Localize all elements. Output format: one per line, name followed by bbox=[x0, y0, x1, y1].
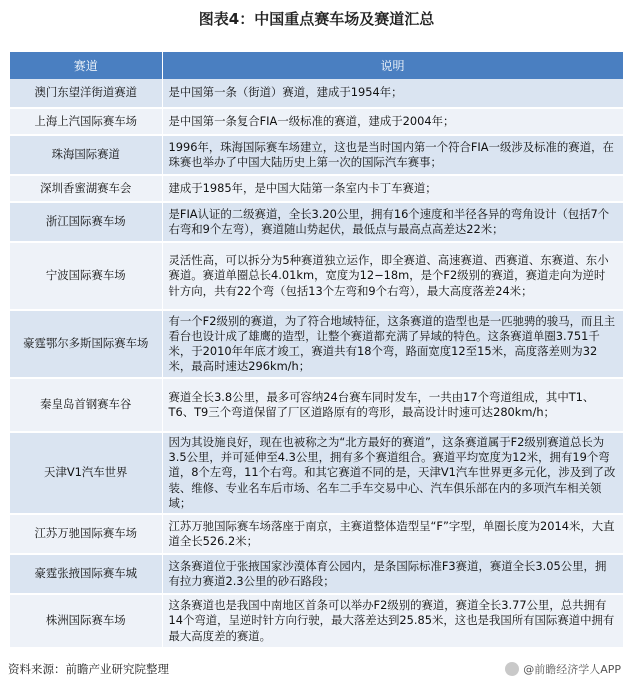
track-description: 建成于1985年，是中国大陆第一条室内卡丁车赛道； bbox=[162, 175, 623, 202]
track-description: 灵活性高，可以拆分为5种赛道独立运作，即全赛道、高速赛道、西赛道、东赛道、东小赛道。赛道单圈总长4.01km，宽度为12−18m，是个F2级别的赛道，赛道走向为逆时针方向，共有22个弯（包括13个左弯和9个右弯），最大高度落差24米； bbox=[162, 242, 623, 310]
table-row bbox=[10, 242, 623, 310]
track-name: 珠海国际赛道 bbox=[10, 135, 162, 175]
app-logo-icon bbox=[505, 662, 519, 676]
watermark-credit bbox=[505, 661, 621, 677]
column-header-description: 说明 bbox=[162, 52, 623, 79]
track-name: 江苏万驰国际赛车场 bbox=[10, 514, 162, 554]
table-row bbox=[10, 310, 623, 378]
track-description: 是中国第一条复合FIA一级标准的赛道，建成于2004年； bbox=[162, 108, 623, 135]
track-name: 宁波国际赛车场 bbox=[10, 242, 162, 310]
track-description: 是中国第一条（街道）赛道，建成于1954年； bbox=[162, 79, 623, 108]
track-description: 是FIA认证的二级赛道，全长3.20公里，拥有16个速度和半径各异的弯角设计（包括7个右弯和9个左弯），赛道随山势起伏，最低点与最高点高差达22米； bbox=[162, 202, 623, 242]
table-header-row bbox=[10, 52, 623, 79]
track-description: 有一个F2级别的赛道，为了符合地域特征，这条赛道的造型也是一匹驰骋的骏马，而且主看台也设计成了雄鹰的造型，让整个赛道都充满了异域的特色。这条赛道单圈3.751千米，于2010年年底才竣工，赛道共有18个弯，路面宽度12至15米，高度落差则为32米，最高时速达296km/h； bbox=[162, 310, 623, 378]
track-description: 1996年，珠海国际赛车场建立，这也是当时国内第一个符合FIA一级涉及标准的赛道，在珠赛也举办了中国大陆历史上第一次的国际汽车赛事； bbox=[162, 135, 623, 175]
track-name: 天津V1汽车世界 bbox=[10, 432, 162, 514]
track-description: 因为其设施良好，现在也被称之为“北方最好的赛道”，这条赛道属于F2级别赛道总长为3.5公里，并可延伸至4.3公里，拥有多个赛道组合。赛道平均宽度为12米，拥有19个弯道，8个左弯，11个右弯。和其它赛道不同的是，天津V1汽车世界更多元化，涉及到了改装、维修、专业名车后市场、名车二手车交易中心、汽车俱乐部在内的多项汽车相关领域； bbox=[162, 432, 623, 514]
source-note: 资料来源：前瞻产业研究院整理 bbox=[8, 662, 169, 676]
table-row bbox=[10, 108, 623, 135]
table-row bbox=[10, 514, 623, 554]
table-row bbox=[10, 175, 623, 202]
track-name: 株洲国际赛车场 bbox=[10, 594, 162, 648]
track-name: 豪霆鄂尔多斯国际赛车场 bbox=[10, 310, 162, 378]
track-description: 这条赛道位于张掖国家沙漠体育公园内，是条国际标准F3赛道，赛道全长3.05公里，拥有拉力赛道2.3公里的砂石路段； bbox=[162, 554, 623, 594]
track-name: 浙江国际赛车场 bbox=[10, 202, 162, 242]
table-row bbox=[10, 135, 623, 175]
track-description: 赛道全长3.8公里，最多可容纳24台赛车同时发车，一共由17个弯道组成，其中T1、T6、T9三个弯道保留了厂区道路原有的弯形，最高设计时速可达280km/h； bbox=[162, 378, 623, 432]
table-row bbox=[10, 79, 623, 108]
watermark-text: @前瞻经济学人APP bbox=[523, 663, 621, 676]
track-name: 澳门东望洋街道赛道 bbox=[10, 79, 162, 108]
track-description: 江苏万驰国际赛车场落座于南京，主赛道整体造型呈“F”字型，单圈长度为2014米，大直道全长526.2米； bbox=[162, 514, 623, 554]
track-name: 豪霆张掖国际赛车城 bbox=[10, 554, 162, 594]
figure-title: 图表4：中国重点赛车场及赛道汇总 bbox=[198, 10, 435, 28]
track-name: 上海上汽国际赛车场 bbox=[10, 108, 162, 135]
table-row bbox=[10, 432, 623, 514]
table-row bbox=[10, 378, 623, 432]
track-description: 这条赛道也是我国中南地区首条可以举办F2级别的赛道，赛道全长3.77公里，总共拥有14个弯道，呈逆时针方向行驶，最大落差达到25.85米，这也是我国所有国际赛道中拥有最大高度差的赛道。 bbox=[162, 594, 623, 648]
column-header-track: 赛道 bbox=[10, 52, 162, 79]
table-row bbox=[10, 202, 623, 242]
table-row bbox=[10, 554, 623, 594]
racetrack-table bbox=[10, 52, 624, 649]
table-row bbox=[10, 594, 623, 648]
track-name: 秦皇岛首钢赛车谷 bbox=[10, 378, 162, 432]
track-name: 深圳香蜜湖赛车会 bbox=[10, 175, 162, 202]
